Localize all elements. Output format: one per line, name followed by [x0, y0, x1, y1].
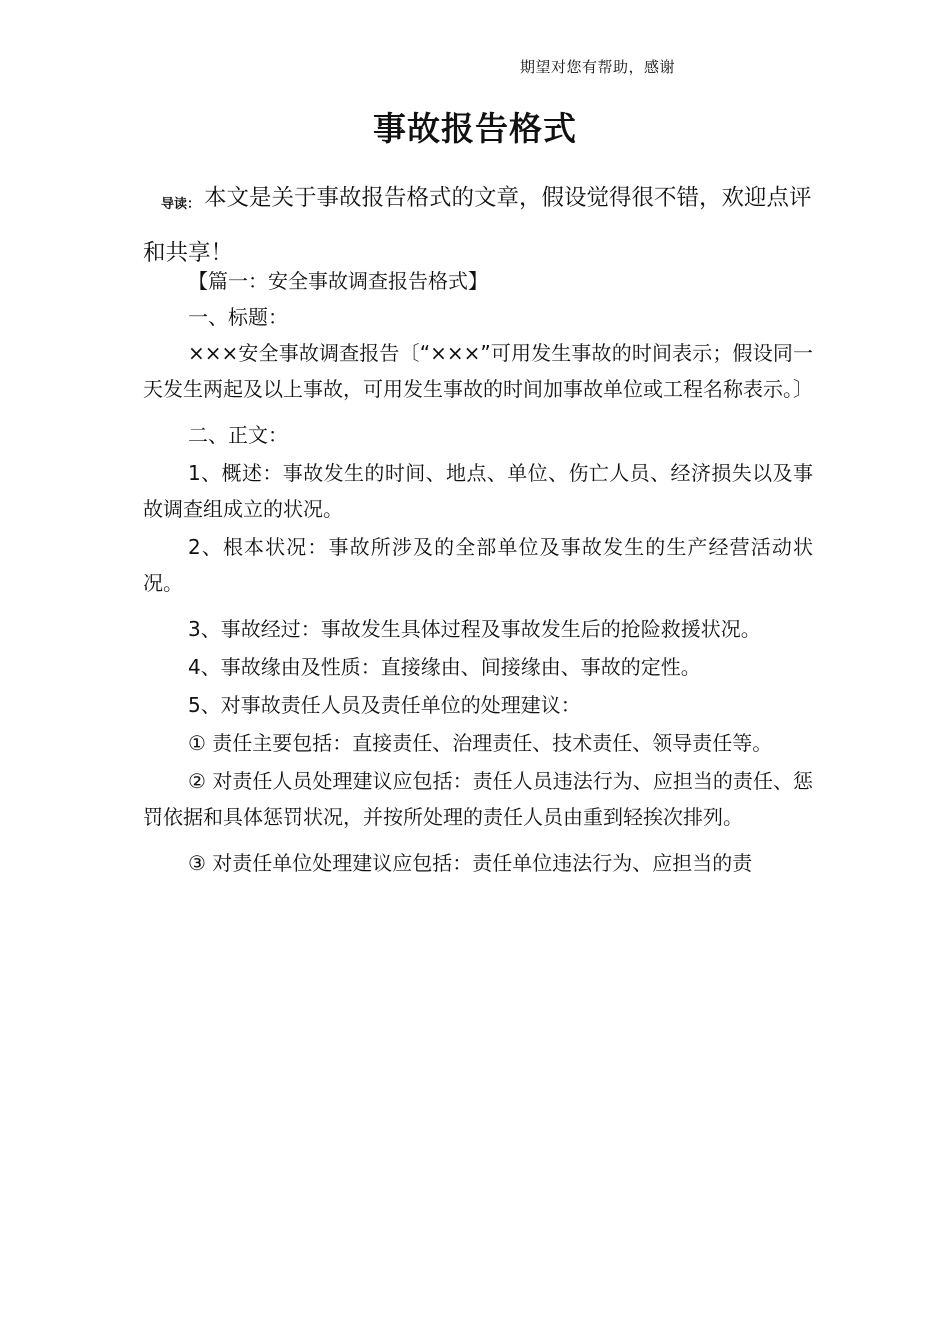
sub-item-1: ① 责任主要包括：直接责任、治理责任、技术责任、领导责任等。 [188, 731, 773, 755]
item-handling-suggestions: 5、对事故责任人员及责任单位的处理建议： [188, 693, 581, 717]
item-cause-nature: 4、事故缘由及性质：直接缘由、间接缘由、事故的定性。 [188, 655, 701, 679]
heading-title: 一、标题： [188, 305, 288, 329]
intro-paragraph [143, 174, 813, 277]
heading-body: 二、正文： [188, 423, 288, 447]
section-heading: 【篇一：安全事故调查报告格式】 [188, 269, 488, 293]
document-title: 事故报告格式 [373, 109, 577, 148]
sub-item-3: ③ 对责任单位处理建议应包括：责任单位违法行为、应担当的责 [188, 851, 753, 875]
item-accident-process: 3、事故经过：事故发生具体过程及事故发生后的抢险救援状况。 [188, 617, 761, 641]
document-body [143, 263, 813, 881]
intro-text: 本文是关于事故报告格式的文章，假设觉得很不错，欢迎点评和共享！ [143, 185, 812, 266]
header-note: 期望对您有帮助，感谢 [520, 58, 676, 76]
intro-label: 导读： [161, 197, 201, 212]
title-description: ×××安全事故调查报告〔“×××”可用发生事故的时间表示；假设同一天发生两起及以上事故，可用发生事故的时间加事故单位或工程名称表示。〕 [143, 341, 813, 401]
item-basic-situation: 2、根本状况：事故所涉及的全部单位及事故发生的生产经营活动状况。 [143, 535, 813, 595]
sub-item-2: ② 对责任人员处理建议应包括：责任人员违法行为、应担当的责任、惩罚依据和具体惩罚状况，并按所处理的责任人员由重到轻挨次排列。 [143, 769, 813, 829]
item-overview: 1、概述：事故发生的时间、地点、单位、伤亡人员、经济损失以及事故调查组成立的状况。 [143, 461, 813, 521]
